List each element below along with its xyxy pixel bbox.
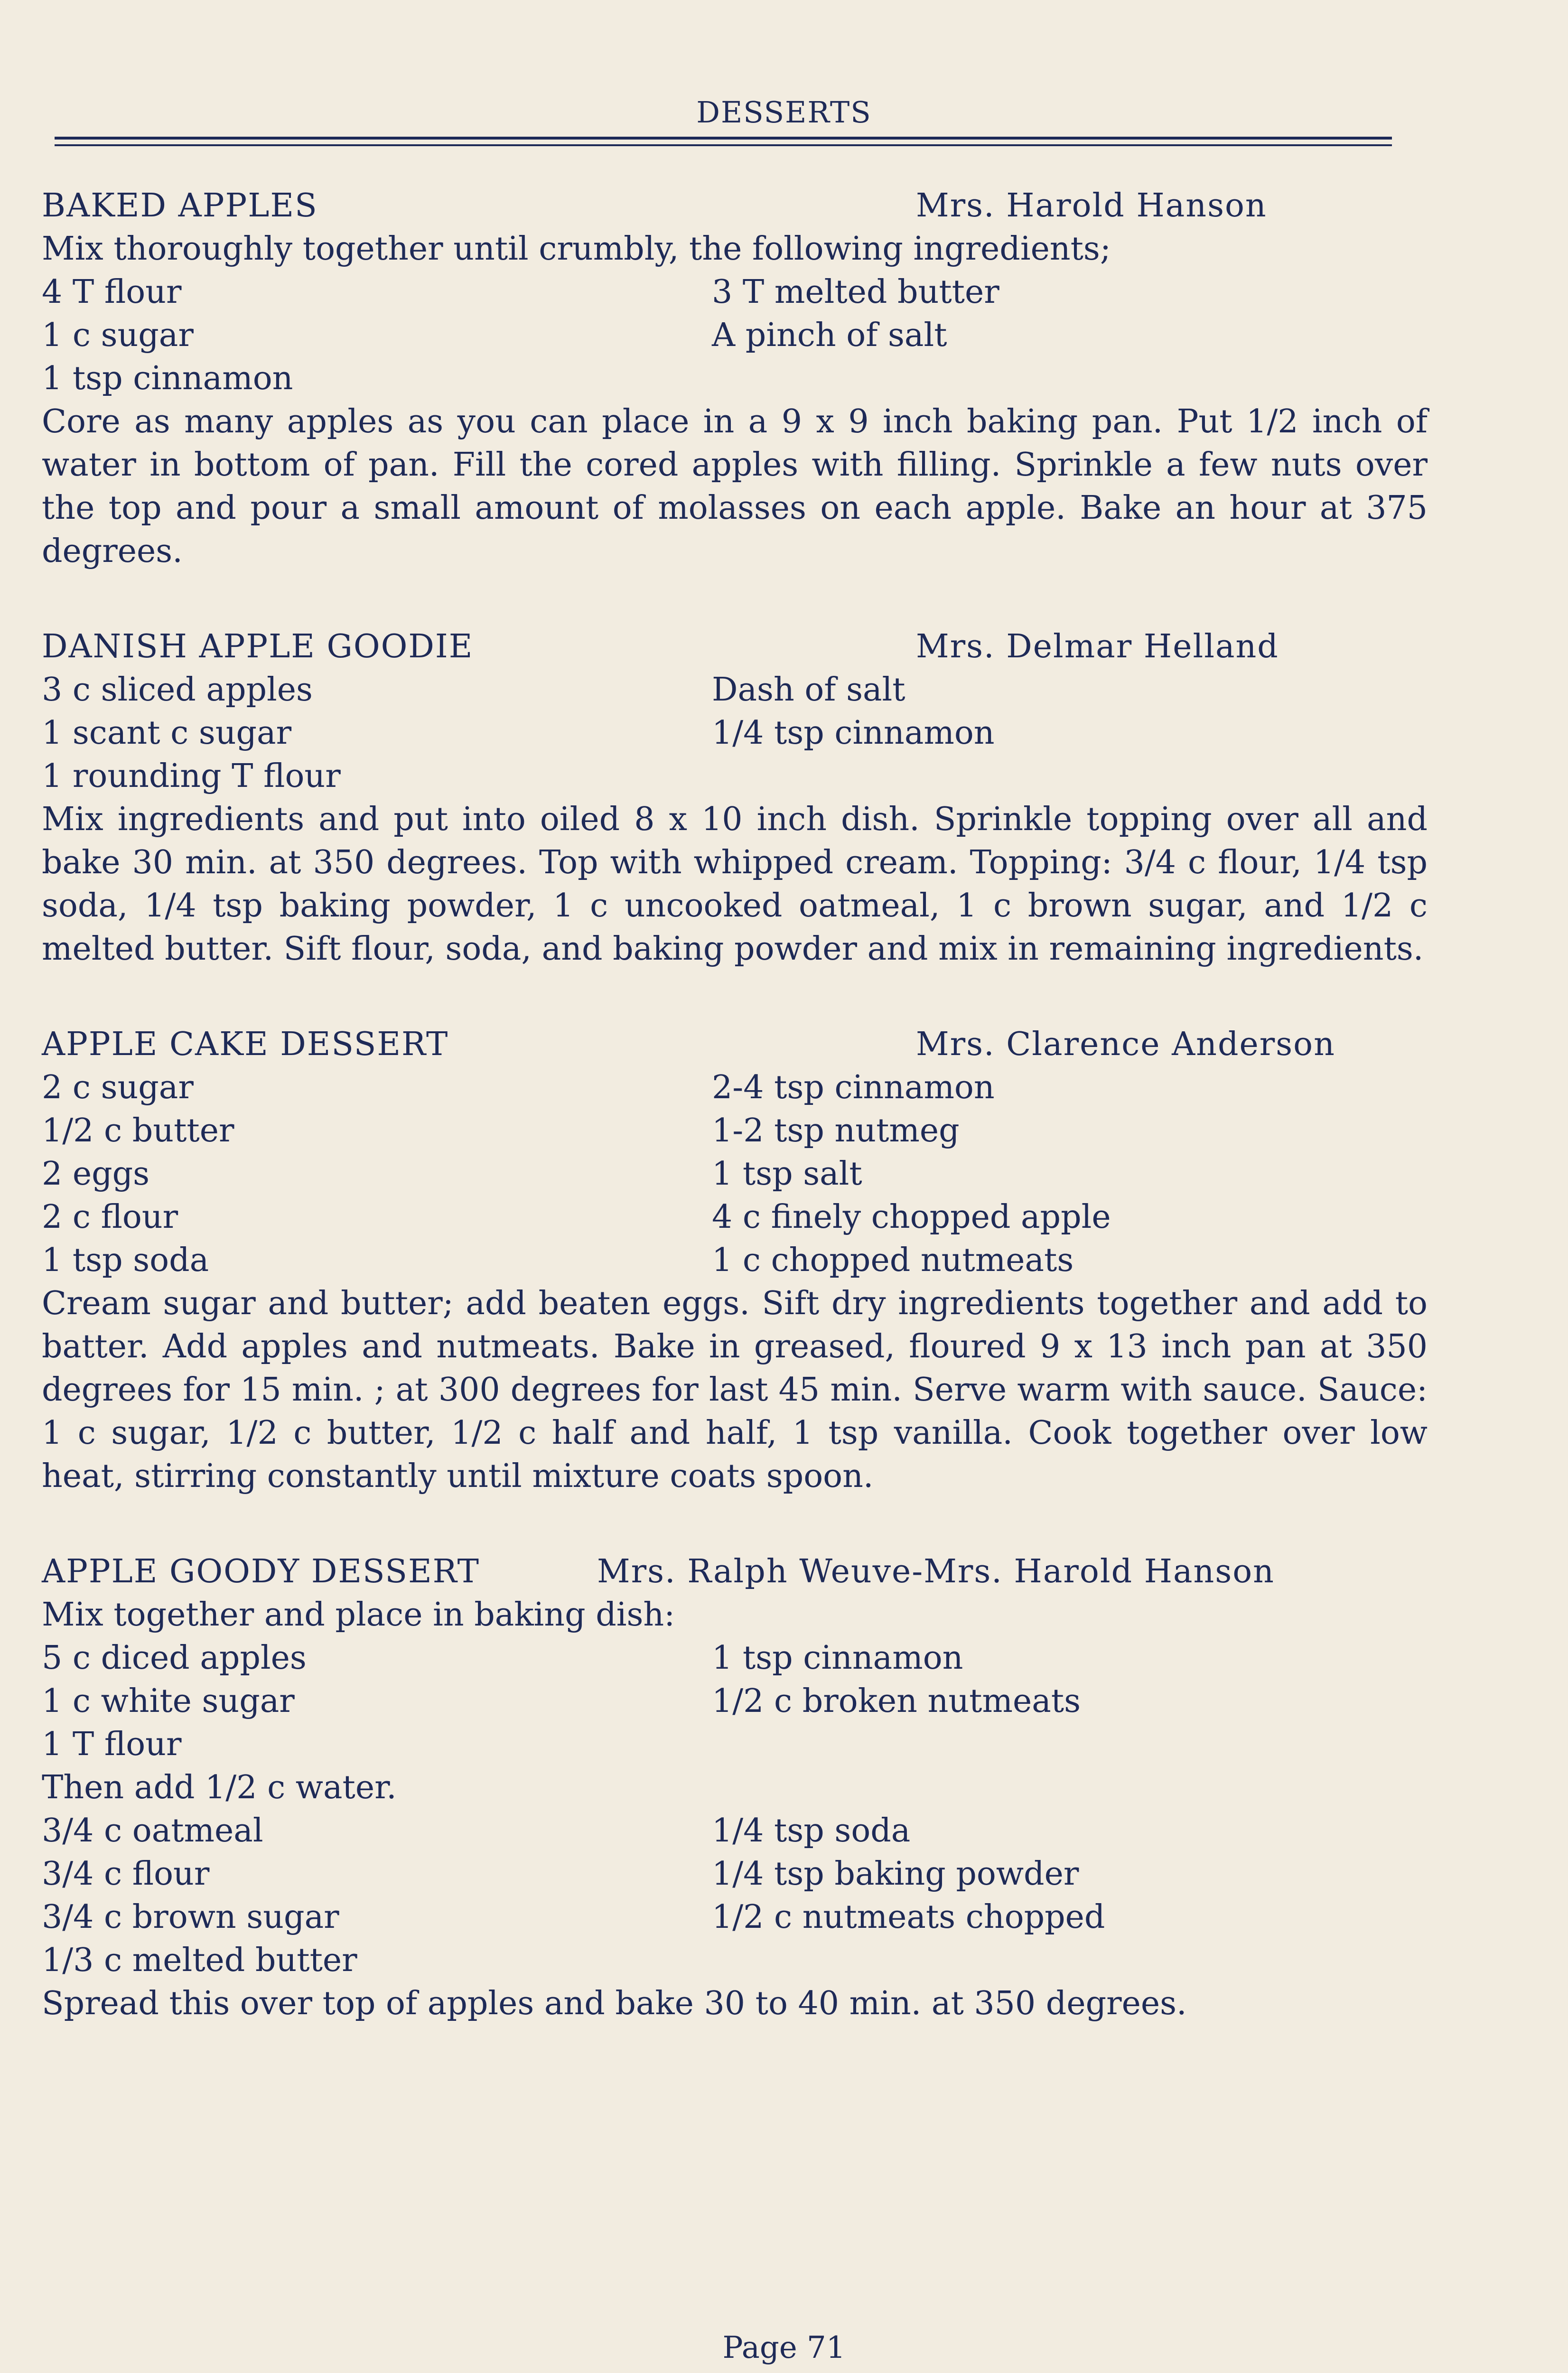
ingredient-row: 1 rounding T flour <box>42 757 341 795</box>
ingredient-row: 2 c sugar 2-4 tsp cinnamon <box>42 1069 995 1106</box>
ingredient-row: 3/4 c oatmeal 1/4 tsp soda <box>42 1812 911 1850</box>
header-rule-top <box>55 137 1392 140</box>
recipe-step: Then add 1/2 c water. <box>42 1769 397 1806</box>
ingredient-row: 2 eggs 1 tsp salt <box>42 1155 862 1193</box>
ingredient-row: 3/4 c brown sugar 1/2 c nutmeats chopped <box>42 1898 1105 1936</box>
recipe-title: DANISH APPLE GOODIE <box>42 628 474 665</box>
ingredient-row: 1 tsp soda 1 c chopped nutmeats <box>42 1242 1074 1279</box>
recipe-author: Mrs. Ralph Weuve-Mrs. Harold Hanson <box>597 1553 1275 1590</box>
ingredient-row: 1 c sugar A pinch of salt <box>42 317 947 354</box>
recipe-intro: Mix together and place in baking dish: <box>42 1596 675 1634</box>
ingredient-row: 2 c flour 4 c finely chopped apple <box>42 1198 1111 1236</box>
recipe-title: APPLE GOODY DESSERT <box>42 1553 480 1590</box>
recipe-author: Mrs. Clarence Anderson <box>916 1026 1335 1063</box>
ingredient-row: 1 c white sugar 1/2 c broken nutmeats <box>42 1682 1081 1720</box>
ingredient-row: 1 T flour <box>42 1726 182 1763</box>
ingredient-row: 3 c sliced apples Dash of salt <box>42 671 905 709</box>
ingredient-row: 3/4 c flour 1/4 tsp baking powder <box>42 1855 1079 1893</box>
recipe-author: Mrs. Delmar Helland <box>916 628 1279 665</box>
ingredient-row: 5 c diced apples 1 tsp cinnamon <box>42 1639 963 1677</box>
recipe-danish-apple-goodie <box>42 625 1428 971</box>
recipe-title: APPLE CAKE DESSERT <box>42 1026 449 1063</box>
ingredient-row: 1 tsp cinnamon <box>42 360 293 397</box>
recipe-directions: Core as many apples as you can place in a 9 x 9 inch baking pan. Put 1/2 inch of water in bottom of pan. Fill the cored apples with filling. Sprinkle a few nuts over the top and pour a small amount of molasses on each apple. Bake an hour at 375 degrees. <box>42 403 1428 570</box>
recipe-directions: Mix ingredients and put into oiled 8 x 10 inch dish. Sprinkle topping over all and bake 30 min. at 350 degrees. Top with whipped cream. Topping: 3/4 c flour, 1/4 tsp soda, 1/4 tsp baking powder, 1 c uncooked oatmeal, 1 c brown sugar, and 1/2 c melted butter. Sift flour, soda, and baking powder and mix in remaining ingredients. <box>42 801 1428 968</box>
recipe-apple-cake-dessert <box>42 1023 1428 1498</box>
recipe-apple-goody-dessert <box>42 1550 1428 2025</box>
ingredient-row: 1 scant c sugar 1/4 tsp cinnamon <box>42 714 995 752</box>
ingredient-row: 4 T flour 3 T melted butter <box>42 273 999 311</box>
recipe-baked-apples <box>42 184 1428 573</box>
header-rule-bottom <box>55 144 1392 146</box>
ingredient-row: 1/3 c melted butter <box>42 1942 357 1979</box>
ingredient-row: 1/2 c butter 1-2 tsp nutmeg <box>42 1112 960 1149</box>
recipe-title: BAKED APPLES <box>42 187 318 224</box>
recipe-directions: Cream sugar and butter; add beaten eggs. Sift dry ingredients together and add to batter. Add apples and nutmeats. Bake in greased, floured 9 x 13 inch pan at 350 degrees for 15 min. ; at 300 degrees for last 45 min. Serve warm with sauce. Sauce: 1 c sugar, 1/2 c butter, 1/2 c half and half, 1 tsp vanilla. Cook together over low heat, stirring constantly until mixture coats spoon. <box>42 1285 1428 1495</box>
recipes-content <box>42 184 1428 2025</box>
recipe-directions: Spread this over top of apples and bake 30 to 40 min. at 350 degrees. <box>42 1985 1187 2022</box>
recipe-intro: Mix thoroughly together until crumbly, the following ingredients; <box>42 230 1111 268</box>
recipe-author: Mrs. Harold Hanson <box>916 187 1267 224</box>
page-number: Page 71 <box>722 2330 846 2365</box>
page-header: DESSERTS <box>696 95 872 130</box>
